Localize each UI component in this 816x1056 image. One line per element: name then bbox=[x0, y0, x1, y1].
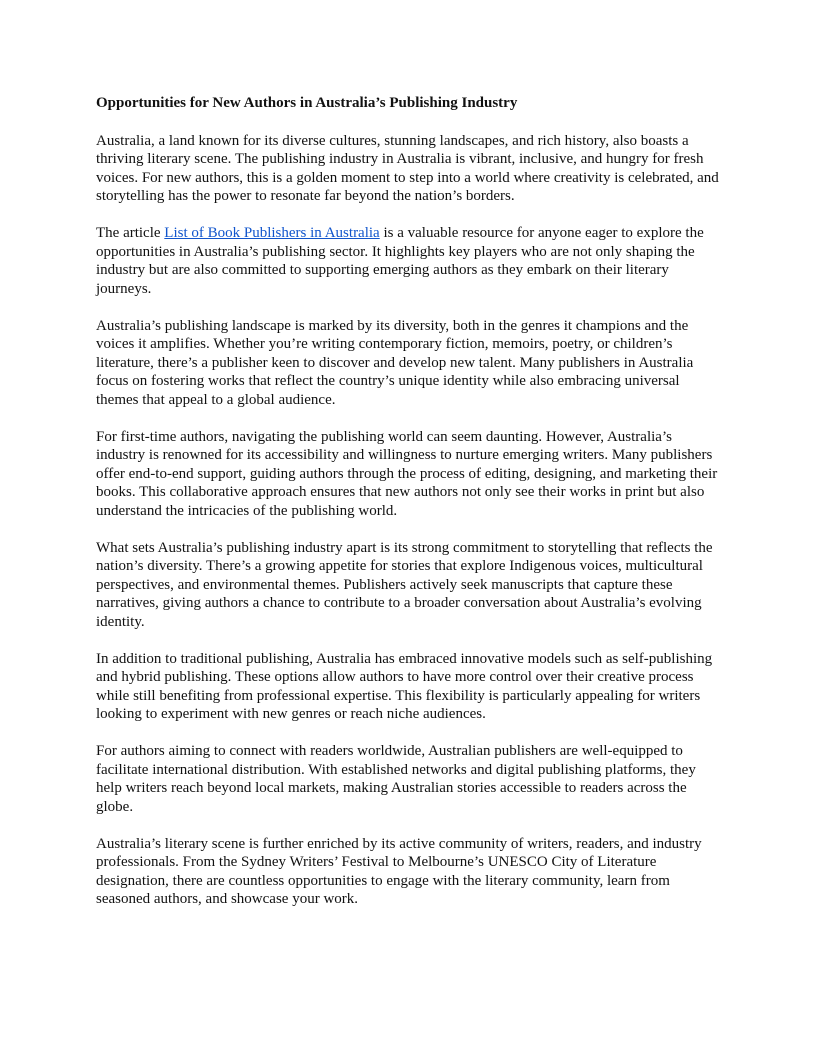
paragraph-5: What sets Australia’s publishing industry apart is its strong commitment to storytelling that reflects the nation’s diversity. There’s a growing appetite for stories that explore Indigenous voices, multicultural perspectives, and environmental themes. Publishers actively seek manuscripts that capture these narratives, giving authors a chance to contribute to a broader conversation about Australia’s evolving identity. bbox=[96, 539, 713, 630]
paragraph-6: In addition to traditional publishing, Australia has embraced innovative models such as self-publishing and hybrid publishing. These options allow authors to have more control over their creative process while still benefiting from professional expertise. This flexibility is particularly appealing for writers looking to experiment with new genres or reach niche audiences. bbox=[96, 650, 713, 722]
document-page bbox=[96, 94, 722, 927]
paragraph-2-intro: The article bbox=[96, 225, 165, 241]
paragraph-1: Australia, a land known for its diverse cultures, stunning landscapes, and rich history, also boasts a thriving literary scene. The publishing industry in Australia is vibrant, inclusive, and hungry for fresh voices. For new authors, this is a golden moment to step into a world where creativity is celebrated, and storytelling has the power to resonate far beyond the nation’s borders. bbox=[96, 132, 719, 204]
paragraph-8: Australia’s literary scene is further enriched by its active community of writers, readers, and industry professionals. From the Sydney Writers’ Festival to Melbourne’s UNESCO City of Literature designation, there are countless opportunities to engage with the literary community, learn from seasoned authors, and showcase your work. bbox=[96, 835, 702, 907]
paragraph-3: Australia’s publishing landscape is marked by its diversity, both in the genres it champions and the voices it amplifies. Whether you’re writing contemporary fiction, memoirs, poetry, or children’s literature, there’s a publisher keen to discover and develop new talent. Many publishers in Australia focus on fostering works that reflect the country’s unique identity while also embracing universal themes that appeal to a global audience. bbox=[96, 317, 694, 408]
publishers-list-link[interactable]: List of Book Publishers in Australia bbox=[164, 225, 380, 241]
paragraph-4: For first-time authors, navigating the publishing world can seem daunting. However, Australia’s industry is renowned for its accessibility and willingness to nurture emerging writers. Many publishers offer end-to-end support, guiding authors through the process of editing, designing, and marketing their books. This collaborative approach ensures that new authors not only see their works in print but also understand the intricacies of the publishing world. bbox=[96, 428, 718, 519]
paragraph-2-rest: is a valuable resource for anyone eager to explore the opportunities in Australia’s publishing sector. It highlights key players who are not only shaping the industry but are also committed to supporting emerging authors as they embark on their literary journeys. bbox=[96, 225, 704, 297]
paragraph-2 bbox=[96, 224, 722, 298]
document-title: Opportunities for New Authors in Australia’s Publishing Industry bbox=[96, 95, 518, 111]
paragraph-7: For authors aiming to connect with readers worldwide, Australian publishers are well-equipped to facilitate international distribution. With established networks and digital publishing platforms, they help writers reach beyond local markets, making Australian stories accessible to readers across the globe. bbox=[96, 743, 696, 815]
